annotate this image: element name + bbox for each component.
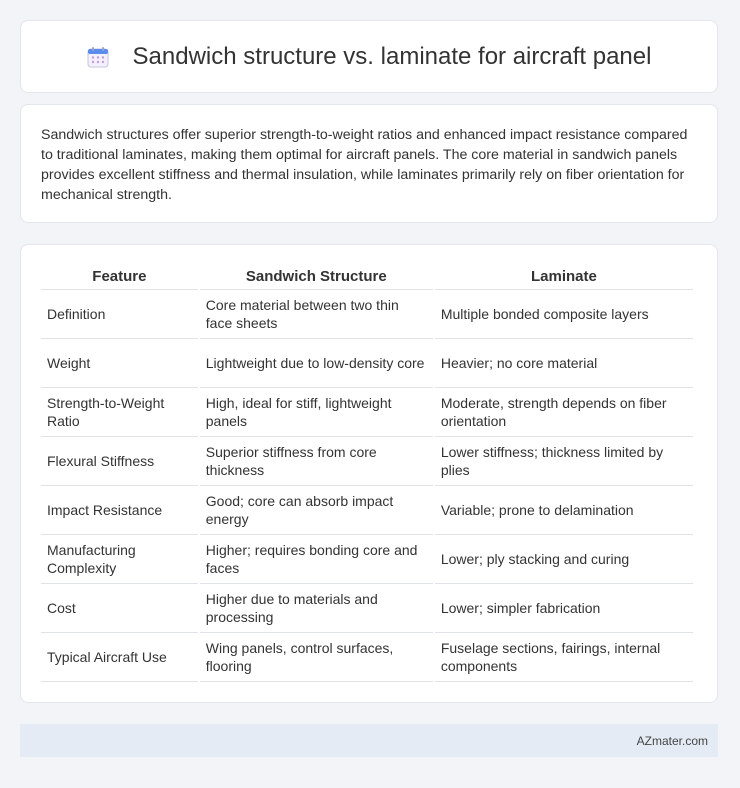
calendar-icon [87, 46, 109, 68]
feature-cell: Typical Aircraft Use [41, 633, 198, 682]
sandwich-cell: Good; core can absorb impact energy [200, 486, 433, 535]
header-feature: Feature [41, 263, 198, 290]
laminate-cell: Lower stiffness; thickness limited by plies [435, 437, 693, 486]
header-sandwich-structure: Sandwich Structure [200, 263, 433, 290]
laminate-cell: Multiple bonded composite layers [435, 290, 693, 339]
summary-card [20, 104, 718, 223]
title-card [20, 20, 718, 93]
sandwich-cell: Superior stiffness from core thickness [200, 437, 433, 486]
comparison-table-card [20, 244, 718, 703]
header-laminate: Laminate [435, 263, 693, 290]
table-row [41, 437, 693, 486]
laminate-cell: Moderate, strength depends on fiber orientation [435, 388, 693, 437]
sandwich-cell: Higher; requires bonding core and faces [200, 535, 433, 584]
sandwich-cell: Lightweight due to low-density core [200, 339, 433, 388]
feature-cell: Strength-to-Weight Ratio [41, 388, 198, 437]
sandwich-cell: Wing panels, control surfaces, flooring [200, 633, 433, 682]
sandwich-cell: Core material between two thin face sheets [200, 290, 433, 339]
laminate-cell: Lower; ply stacking and curing [435, 535, 693, 584]
table-row [41, 535, 693, 584]
table-row [41, 388, 693, 437]
feature-cell: Impact Resistance [41, 486, 198, 535]
table-row [41, 339, 693, 388]
feature-cell: Manufacturing Complexity [41, 535, 198, 584]
summary-text: Sandwich structures offer superior strength-to-weight ratios and enhanced impact resistance compared to traditional laminates, making them optimal for aircraft panels. The core material in sandwich panels provides excellent stiffness and thermal insulation, while laminates primarily rely on fiber orientation for mechanical strength. [41, 127, 688, 203]
sandwich-cell: Higher due to materials and processing [200, 584, 433, 633]
feature-cell: Cost [41, 584, 198, 633]
laminate-cell: Variable; prone to delamination [435, 486, 693, 535]
table-row [41, 486, 693, 535]
sandwich-cell: High, ideal for stiff, lightweight panels [200, 388, 433, 437]
page-title: Sandwich structure vs. laminate for aircraft panel [132, 42, 652, 70]
table-header-row [41, 263, 693, 290]
feature-cell: Definition [41, 290, 198, 339]
table-row [41, 290, 693, 339]
laminate-cell: Fuselage sections, fairings, internal components [435, 633, 693, 682]
title-wrap [87, 43, 652, 71]
laminate-cell: Lower; simpler fabrication [435, 584, 693, 633]
comparison-table [39, 263, 695, 682]
table-row [41, 584, 693, 633]
footer-site-link[interactable]: AZmater.com [636, 733, 708, 748]
feature-cell: Weight [41, 339, 198, 388]
table-row [41, 633, 693, 682]
footer [20, 724, 718, 757]
laminate-cell: Heavier; no core material [435, 339, 693, 388]
feature-cell: Flexural Stiffness [41, 437, 198, 486]
